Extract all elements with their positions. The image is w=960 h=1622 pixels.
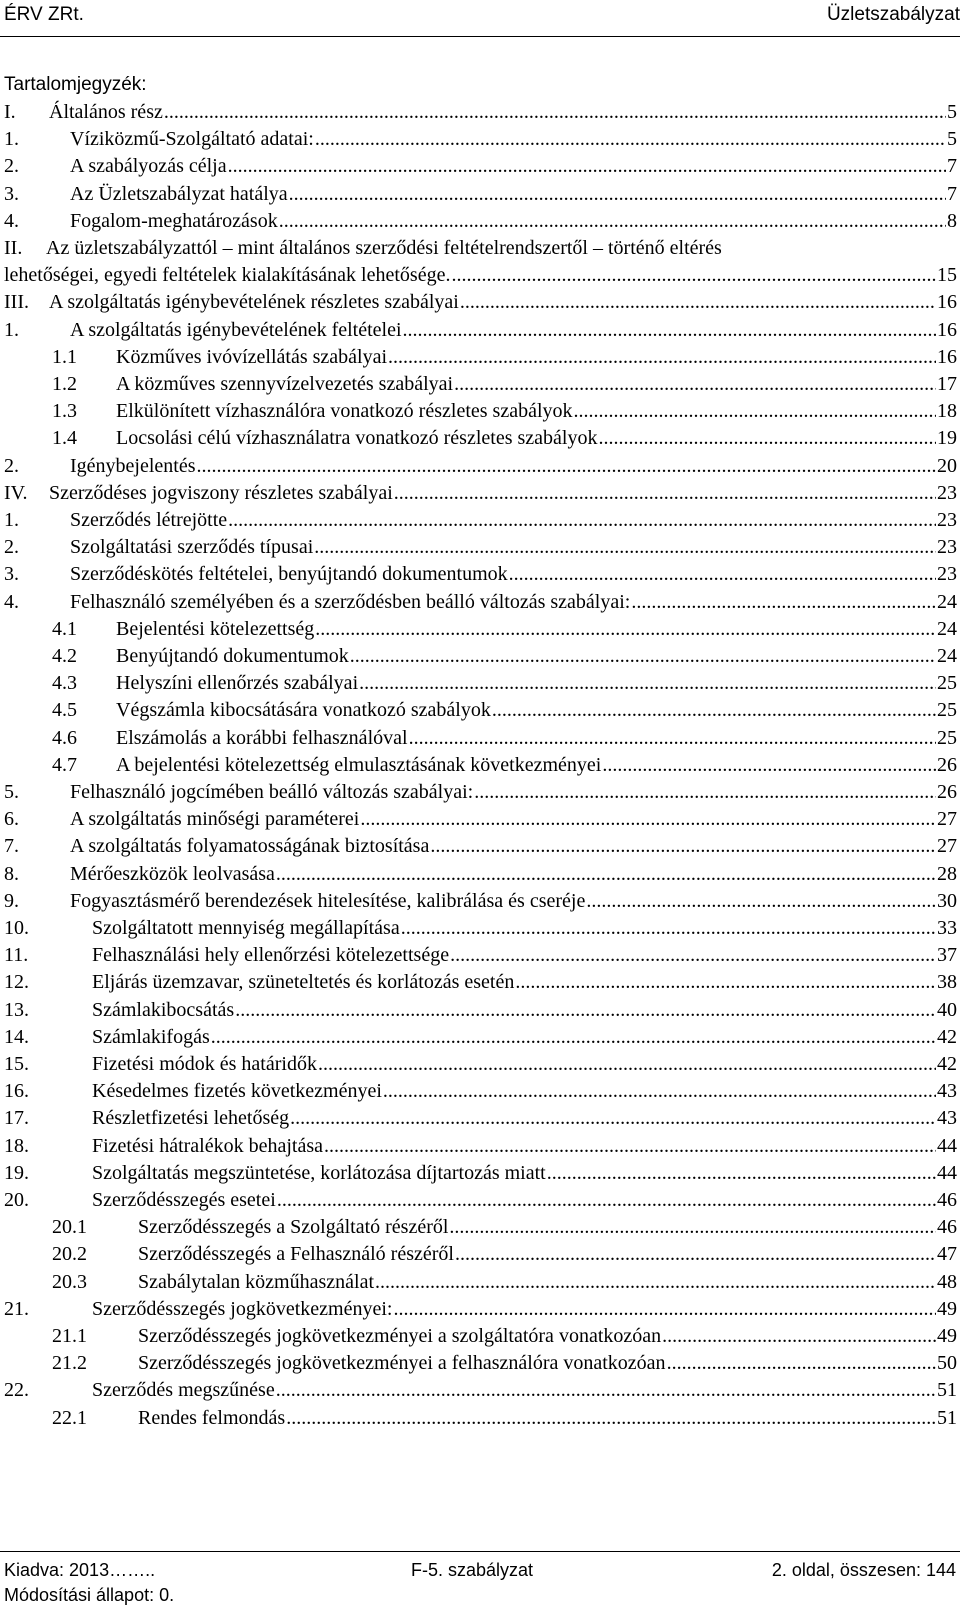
- toc-entry-title: A szolgáltatás igénybevételének feltételei: [70, 318, 402, 341]
- toc-dot-leader: [286, 1404, 936, 1432]
- toc-entry-number: 1.: [4, 509, 19, 531]
- toc-entry[interactable]: [4, 207, 957, 235]
- toc-entry-number: 6.: [4, 808, 19, 831]
- toc-entry-page: 5: [947, 101, 957, 123]
- toc-entry[interactable]: [52, 424, 957, 452]
- toc-entry-page: 49: [937, 1297, 957, 1320]
- toc-entry-title: Szerződés létrejötte: [70, 509, 228, 531]
- toc-dot-leader: [211, 1023, 936, 1051]
- toc-entry-number: 22.: [4, 1379, 29, 1402]
- toc-entry-page: 26: [937, 781, 957, 803]
- toc-entry-page: 25: [937, 699, 957, 722]
- toc-entry[interactable]: [52, 642, 957, 670]
- toc-entry-page: 51: [937, 1406, 957, 1429]
- toc-entry[interactable]: [4, 588, 957, 616]
- toc-entry[interactable]: [4, 452, 957, 480]
- toc-entry[interactable]: [4, 1186, 957, 1214]
- toc-dot-leader: [277, 1186, 936, 1214]
- toc-entry-number: 4.5: [52, 699, 77, 722]
- toc-entry-number: 4.2: [52, 645, 77, 667]
- toc-entry-title: Végszámla kibocsátására vonatkozó szabályok: [116, 699, 491, 722]
- toc-entry-number: 21.: [4, 1297, 29, 1320]
- toc-dot-leader: [318, 1050, 936, 1078]
- toc-entry-number: 3.: [4, 563, 19, 586]
- toc-entry[interactable]: [4, 860, 957, 888]
- toc-entry[interactable]: [4, 479, 957, 507]
- toc-entry-page: 42: [937, 1053, 957, 1075]
- toc-entry[interactable]: [4, 914, 957, 942]
- toc-entry-title: Igénybejelentés: [70, 454, 196, 477]
- toc-entry-page: 37: [937, 944, 957, 967]
- toc-entry-number: 4.6: [52, 726, 77, 749]
- toc-entry-number: 4.1: [52, 617, 77, 640]
- toc-entry-number: 20.1: [52, 1216, 87, 1239]
- toc-entry-number: I.: [4, 101, 16, 123]
- toc-entry[interactable]: [4, 180, 957, 208]
- toc-entry[interactable]: [4, 533, 957, 561]
- toc-dot-leader: [598, 424, 936, 452]
- toc-entry-page: 19: [937, 427, 957, 450]
- toc-entry[interactable]: [4, 98, 957, 126]
- toc-entry-page: 25: [937, 672, 957, 695]
- toc-dot-leader: [290, 1104, 936, 1132]
- toc-entry-title: Szerződéskötés feltételei, benyújtandó dokumentumok: [70, 563, 508, 586]
- toc-entry-title: Szolgáltatás megszüntetése, korlátozása díjtartozás miatt: [92, 1161, 546, 1184]
- toc-entry-number: IV.: [4, 481, 28, 504]
- toc-entry[interactable]: [4, 234, 957, 262]
- toc-entry-title: Helyszíni ellenőrzés szabályai: [116, 672, 359, 695]
- toc-entry-number: 15.: [4, 1053, 29, 1075]
- toc-entry-page: 50: [937, 1352, 957, 1375]
- toc-entry[interactable]: [52, 751, 957, 779]
- toc-entry[interactable]: [4, 316, 957, 344]
- toc-entry-page: 27: [937, 835, 957, 858]
- toc-entry-title: Locsolási célú vízhasználatra vonatkozó részletes szabályok: [116, 427, 598, 450]
- toc-entry-number: 1.4: [52, 427, 77, 450]
- toc-dot-leader: [492, 696, 936, 724]
- toc-entry[interactable]: [4, 560, 957, 588]
- toc-entry-title: Közműves ivóvízellátás szabályai: [116, 345, 388, 368]
- toc-entry-title: Eljárás üzemzavar, szüneteltetés és korlátozás esetén: [92, 971, 515, 994]
- toc-entry-page: 23: [937, 536, 957, 559]
- toc-entry-page: 15: [937, 264, 957, 287]
- toc-dot-leader: [360, 805, 936, 833]
- toc-dot-leader: [403, 316, 936, 344]
- toc-entry-title: Szerződés megszűnése: [92, 1379, 275, 1402]
- toc-entry[interactable]: [52, 615, 957, 643]
- toc-entry[interactable]: [4, 506, 957, 534]
- toc-dot-leader: [276, 860, 936, 888]
- toc-entry-title: Fizetési módok és határidők: [92, 1053, 317, 1075]
- toc-entry-title: Felhasználási hely ellenőrzési kötelezettsége: [92, 944, 450, 967]
- toc-entry-title: Szerződésszegés jogkövetkezményei a szolgáltatóra vonatkozóan: [138, 1325, 662, 1347]
- page-number: 2. oldal, összesen: 144: [771, 1560, 956, 1580]
- toc-entry-title: Részletfizetési lehetőség: [92, 1107, 290, 1130]
- toc-entry-page: 7: [947, 182, 957, 205]
- toc-entry[interactable]: [52, 696, 957, 724]
- toc-entry[interactable]: [52, 669, 957, 697]
- toc-entry-title: Számlakifogás: [92, 1025, 210, 1048]
- toc-entry-title: Bejelentési kötelezettség: [116, 617, 315, 640]
- toc-dot-leader: [455, 1240, 936, 1268]
- toc-entry-page: 42: [937, 1025, 957, 1048]
- toc-entry-title: Rendes felmondás: [138, 1406, 286, 1429]
- page-footer: [0, 1551, 960, 1605]
- toc-dot-leader: [289, 180, 946, 208]
- toc-entry-number: 1.1: [52, 345, 77, 368]
- toc-dot-leader: [515, 968, 936, 996]
- toc-dot-leader: [586, 887, 936, 915]
- toc-dot-leader: [430, 832, 936, 860]
- toc-entry-title: A közműves szennyvízelvezetés szabályai: [116, 373, 454, 395]
- toc-entry-number: 16.: [4, 1080, 29, 1103]
- toc-entry-page: 23: [937, 563, 957, 586]
- toc-entry-page: 49: [937, 1325, 957, 1347]
- toc-dot-leader: [197, 452, 937, 480]
- toc-entry-number: 7.: [4, 835, 19, 858]
- toc-entry-title: Fogyasztásmérő berendezések hitelesítése, kalibrálása és cseréje: [70, 889, 586, 912]
- toc-dot-leader: [383, 1077, 936, 1105]
- toc-entry-number: 2.: [4, 454, 19, 477]
- toc-entry-number: 19.: [4, 1161, 29, 1184]
- toc-entry-page: 47: [937, 1243, 957, 1266]
- toc-entry-number: 20.2: [52, 1243, 87, 1266]
- toc-entry[interactable]: [4, 261, 957, 289]
- toc-entry[interactable]: [4, 832, 957, 860]
- toc-dot-leader: [375, 1268, 936, 1296]
- toc-entry-number: III.: [4, 291, 29, 314]
- toc-entry-title: Szerződéses jogviszony részletes szabályai: [49, 481, 393, 504]
- toc-entry-page: 18: [937, 400, 957, 423]
- toc-entry-title: A szolgáltatás igénybevételének részletes szabályai: [49, 291, 459, 314]
- toc-dot-leader: [324, 1132, 936, 1160]
- toc-entry-number: 1.2: [52, 373, 77, 395]
- toc-entry-title: Felhasználó személyében és a szerződésben beálló változás szabályai:: [70, 590, 631, 613]
- toc-entry-page: 28: [937, 862, 957, 885]
- toc-entry-page: 20: [937, 454, 957, 477]
- toc-dot-leader: [451, 261, 936, 289]
- toc-entry-title: Szerződésszegés a Szolgáltató részéről: [138, 1216, 449, 1239]
- toc-entry[interactable]: [52, 1404, 957, 1432]
- toc-entry-page: 16: [937, 291, 957, 314]
- toc-entry-page: 16: [937, 345, 957, 368]
- toc-entry[interactable]: [52, 1240, 957, 1268]
- toc-entry-page: 38: [937, 971, 957, 994]
- toc-entry[interactable]: [4, 1376, 957, 1404]
- toc-dot-leader: [401, 914, 936, 942]
- toc-dot-leader: [228, 506, 936, 534]
- toc-entry[interactable]: [52, 343, 957, 371]
- toc-entry-page: 24: [937, 617, 957, 640]
- toc-entry[interactable]: [4, 778, 957, 806]
- rule-id: F-5. szabályzat: [411, 1560, 534, 1580]
- toc-entry-page: 46: [937, 1216, 957, 1239]
- toc-entry-number: 11.: [4, 944, 29, 967]
- toc-entry-page: 26: [937, 753, 957, 776]
- toc-dot-leader: [449, 1213, 936, 1241]
- toc-entry-number: 2.: [4, 155, 19, 178]
- toc-entry-page: 48: [937, 1270, 957, 1293]
- toc-entry[interactable]: [4, 1077, 957, 1105]
- toc-entry-page: 7: [947, 155, 957, 178]
- toc-entry-title: A szolgáltatás folyamatosságának biztosítása: [70, 835, 430, 858]
- toc-entry-title: Szerződésszegés esetei: [92, 1189, 276, 1211]
- toc-dot-leader: [279, 207, 946, 235]
- toc-entry[interactable]: [52, 370, 957, 398]
- toc-entry[interactable]: [4, 1104, 957, 1132]
- toc-entry-number: 4.: [4, 209, 19, 232]
- toc-entry-title: Fogalom-meghatározások: [70, 209, 278, 232]
- toc-entry[interactable]: [52, 724, 957, 752]
- toc-entry-title: Az üzletszabályzattól – mint általános szerződési feltételrendszertől – történő eltérés: [46, 237, 722, 259]
- toc-dot-leader: [315, 615, 936, 643]
- toc-entry-title: Felhasználó jogcímében beálló változás szabályai:: [70, 781, 474, 803]
- toc-entry[interactable]: [4, 1050, 957, 1078]
- toc-entry[interactable]: [52, 397, 957, 425]
- toc-entry-title: Szerződésszegés a Felhasználó részéről: [138, 1243, 454, 1266]
- toc-entry-page: 23: [937, 481, 957, 504]
- toc-entry-page: 25: [937, 726, 957, 749]
- toc-entry[interactable]: [4, 152, 957, 180]
- toc-entry-page: 43: [937, 1080, 957, 1103]
- toc-entry-page: 46: [937, 1189, 957, 1211]
- toc-dot-leader: [509, 560, 936, 588]
- toc-entry-number: 3.: [4, 182, 19, 205]
- toc-entry-number: 13.: [4, 998, 29, 1021]
- toc-entry[interactable]: [52, 1349, 957, 1377]
- issued-date: Kiadva: 2013……..: [4, 1560, 156, 1580]
- toc-entry-title: Számlakibocsátás: [92, 998, 235, 1021]
- toc-entry-page: 33: [937, 917, 957, 939]
- toc-dot-leader: [388, 343, 936, 371]
- toc-entry-page: 24: [937, 645, 957, 667]
- toc-entry-page: 51: [937, 1379, 957, 1402]
- toc-entry-title: Elkülönített vízhasználóra vonatkozó részletes szabályok: [116, 400, 573, 423]
- toc-entry-title: Víziközmű-Szolgáltató adatai:: [70, 128, 314, 151]
- toc-dot-leader: [235, 996, 936, 1024]
- toc-entry-title: Késedelmes fizetés következményei: [92, 1080, 382, 1103]
- toc-entry[interactable]: [52, 1213, 957, 1241]
- toc-dot-leader: [602, 751, 936, 779]
- toc-entry-title: Elszámolás a korábbi felhasználóval: [116, 726, 408, 749]
- toc-dot-leader: [454, 370, 936, 398]
- toc-entry-number: 17.: [4, 1107, 29, 1130]
- toc-entry-page: 44: [937, 1134, 957, 1157]
- toc-dot-leader: [393, 1295, 936, 1323]
- toc-dot-leader: [662, 1322, 936, 1350]
- toc-entry-title: A szabályozás célja: [70, 155, 227, 178]
- page-header: [0, 0, 960, 37]
- toc-entry[interactable]: [4, 941, 957, 969]
- company-name: ÉRV ZRt.: [4, 4, 84, 25]
- toc-entry-title: Szolgáltatott mennyiség megállapítása: [92, 917, 400, 939]
- toc-dot-leader: [314, 533, 936, 561]
- toc-dot-leader: [460, 288, 936, 316]
- toc-entry-title: lehetőségei, egyedi feltételek kialakításának lehetősége.: [4, 264, 451, 287]
- toc-dot-leader: [474, 778, 936, 806]
- toc-dot-leader: [409, 724, 936, 752]
- toc-dot-leader: [315, 125, 946, 153]
- toc-entry-number: 1.3: [52, 400, 77, 423]
- toc-entry-title: Fizetési hátralékok behajtása: [92, 1134, 324, 1157]
- toc-dot-leader: [450, 941, 936, 969]
- toc-entry-number: 12.: [4, 971, 29, 994]
- toc-dot-leader: [667, 1349, 936, 1377]
- toc-entry-title: Benyújtandó dokumentumok: [116, 645, 349, 667]
- toc-entry-page: 30: [937, 889, 957, 912]
- toc-entry-title: A bejelentési kötelezettség elmulasztásának következményei: [116, 753, 602, 776]
- toc-entry-title: Szerződésszegés jogkövetkezményei a felhasználóra vonatkozóan: [138, 1352, 666, 1375]
- toc-entry-page: 27: [937, 808, 957, 831]
- toc-entry[interactable]: [4, 996, 957, 1024]
- toc-entry-number: 21.2: [52, 1352, 87, 1375]
- toc-heading: Tartalomjegyzék:: [4, 74, 147, 95]
- toc-entry-page: 40: [937, 998, 957, 1021]
- toc-entry[interactable]: [4, 887, 957, 915]
- toc-entry-page: 24: [937, 590, 957, 613]
- toc-entry-page: 44: [937, 1161, 957, 1184]
- toc-entry-title: Szerződésszegés jogkövetkezményei:: [92, 1297, 393, 1320]
- toc-dot-leader: [631, 588, 936, 616]
- toc-entry-number: 2.: [4, 536, 19, 559]
- toc-entry-number: 20.3: [52, 1270, 87, 1293]
- toc-entry-title: Az Üzletszabályzat hatálya: [70, 182, 288, 205]
- toc-entry-number: 4.3: [52, 672, 77, 695]
- toc-entry-number: 22.1: [52, 1406, 87, 1429]
- toc-entry[interactable]: [4, 1132, 957, 1160]
- toc-entry[interactable]: [4, 1295, 957, 1323]
- toc-entry-page: 5: [947, 128, 957, 151]
- toc-dot-leader: [359, 669, 936, 697]
- toc-entry-page: 23: [937, 509, 957, 531]
- toc-entry-number: II.: [4, 237, 23, 259]
- toc-entry-number: 1.: [4, 128, 19, 151]
- toc-entry[interactable]: [52, 1322, 957, 1350]
- toc-entry[interactable]: [4, 288, 957, 316]
- toc-entry-number: 10.: [4, 917, 29, 939]
- toc-dot-leader: [164, 98, 946, 126]
- toc-entry-number: 21.1: [52, 1325, 87, 1347]
- toc-entry-number: 4.: [4, 590, 19, 613]
- toc-entry-title: Általános rész: [49, 101, 163, 123]
- toc-entry-page: 8: [947, 209, 957, 232]
- toc-dot-leader: [228, 152, 946, 180]
- toc-entry-number: 5.: [4, 781, 19, 803]
- toc-dot-leader: [547, 1159, 936, 1187]
- toc-entry-number: 20.: [4, 1189, 29, 1211]
- toc-entry[interactable]: [4, 125, 957, 153]
- toc-dot-leader: [350, 642, 936, 670]
- toc-dot-leader: [574, 397, 936, 425]
- toc-entry-number: 9.: [4, 889, 19, 912]
- toc-entry-number: 1.: [4, 318, 19, 341]
- toc-entry-number: 14.: [4, 1025, 29, 1048]
- toc-entry-page: 43: [937, 1107, 957, 1130]
- toc-entry-title: Szabálytalan közműhasználat: [138, 1270, 375, 1293]
- toc-entry-number: 8.: [4, 862, 19, 885]
- document-title: Üzletszabályzat: [826, 4, 960, 25]
- toc-entry-title: Mérőeszközök leolvasása: [70, 862, 275, 885]
- toc-entry-title: Szolgáltatási szerződés típusai: [70, 536, 314, 559]
- toc-entry-number: 18.: [4, 1134, 29, 1157]
- toc-dot-leader: [394, 479, 936, 507]
- toc-entry[interactable]: [4, 805, 957, 833]
- toc-entry-page: 17: [937, 373, 957, 395]
- toc-entry[interactable]: [4, 968, 957, 996]
- toc-entry-title: A szolgáltatás minőségi paraméterei: [70, 808, 360, 831]
- toc-entry[interactable]: [4, 1023, 957, 1051]
- toc-entry-page: 16: [937, 318, 957, 341]
- toc-dot-leader: [276, 1376, 936, 1404]
- toc-entry-number: 4.7: [52, 753, 77, 776]
- revision-state: Módosítási állapot: 0.: [4, 1585, 175, 1605]
- toc-entry[interactable]: [52, 1268, 957, 1296]
- toc-entry[interactable]: [4, 1159, 957, 1187]
